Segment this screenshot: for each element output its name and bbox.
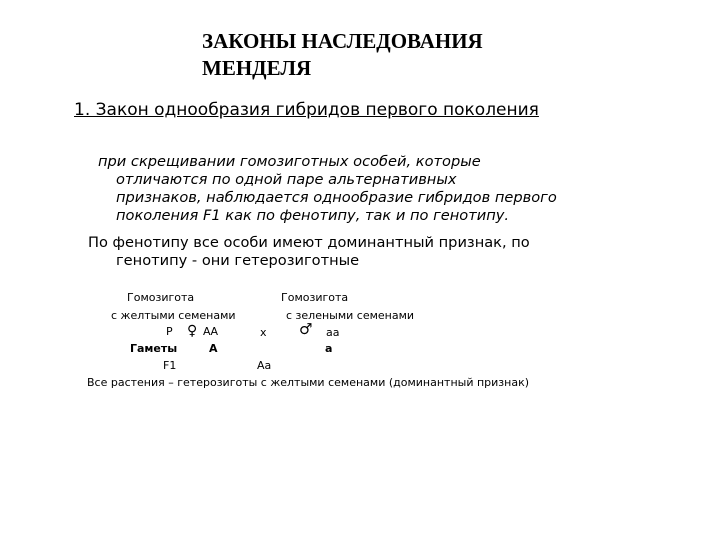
- description-line-2: отличаются по одной паре альтернативных: [116, 171, 457, 188]
- right-parent-trait: с зелеными семенами: [286, 309, 415, 322]
- title-line-1: ЗАКОНЫ НАСЛЕДОВАНИЯ: [202, 29, 483, 53]
- f1-genotype: Аа: [257, 359, 272, 372]
- male-genotype: аа: [326, 326, 340, 339]
- gamete-female: А: [209, 342, 218, 355]
- phenotype-note-line-1: По фенотипу все особи имеют доминантный признак, по: [88, 234, 530, 251]
- female-genotype: АА: [203, 325, 219, 338]
- female-icon: ♀: [187, 323, 198, 339]
- description-line-1: при скрещивании гомозиготных особей, которые: [98, 153, 481, 170]
- description-line-4: поколения F1 как по фенотипу, так и по генотипу.: [116, 207, 510, 224]
- gamete-male: а: [325, 342, 333, 355]
- left-parent-type: Гомозигота: [127, 291, 195, 304]
- gametes-label: Гаметы: [130, 342, 178, 355]
- phenotype-note-line-2: генотипу - они гетерозиготные: [116, 252, 360, 269]
- description-line-3: признаков, наблюдается однообразие гибридов первого: [116, 189, 557, 206]
- p-label: Р: [166, 325, 173, 338]
- left-parent-trait: с желтыми семенами: [111, 309, 236, 322]
- law-heading: 1. Закон однообразия гибридов первого поколения: [74, 100, 539, 120]
- conclusion: Все растения – гетерозиготы с желтыми семенами (доминантный признак): [87, 376, 530, 389]
- right-parent-type: Гомозигота: [281, 291, 349, 304]
- male-icon: ♂: [299, 320, 313, 338]
- cross-sign: х: [260, 326, 267, 339]
- f1-label: F1: [163, 359, 177, 372]
- title-line-2: МЕНДЕЛЯ: [202, 56, 312, 80]
